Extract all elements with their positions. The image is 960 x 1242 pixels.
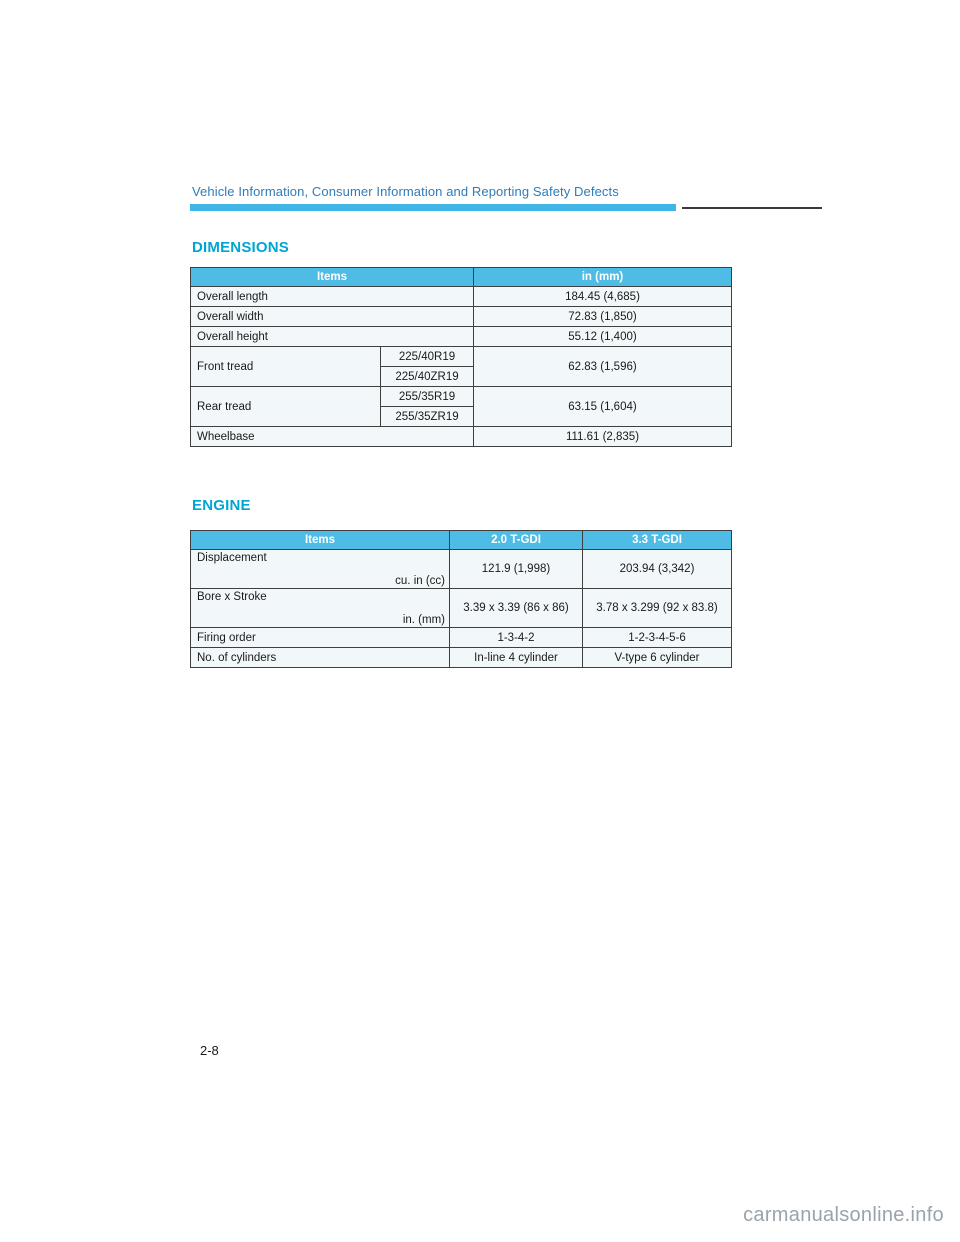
table-row: [191, 287, 732, 307]
row-label: Bore x Stroke: [197, 591, 267, 603]
row-value: 1-3-4-2: [450, 628, 583, 648]
row-value: V-type 6 cylinder: [583, 648, 732, 668]
row-label: Front tread: [191, 347, 381, 387]
section-title-engine: ENGINE: [192, 497, 251, 514]
column-header-in-mm: in (mm): [474, 268, 732, 287]
table-row: [191, 628, 732, 648]
table-row: [191, 648, 732, 668]
row-value: 55.12 (1,400): [474, 327, 732, 347]
row-value: 3.78 x 3.299 (92 x 83.8): [583, 589, 732, 628]
row-label: Wheelbase: [191, 427, 474, 447]
row-label: No. of cylinders: [191, 648, 450, 668]
row-sub-spec: 225/40R19: [381, 347, 474, 367]
engine-table: [190, 530, 732, 668]
row-label: Overall length: [191, 287, 474, 307]
row-value: 184.45 (4,685): [474, 287, 732, 307]
column-header-3-3-tgdi: 3.3 T-GDI: [583, 531, 732, 550]
table-row: [191, 307, 732, 327]
row-label: Rear tread: [191, 387, 381, 427]
row-label: Overall height: [191, 327, 474, 347]
row-value: 63.15 (1,604): [474, 387, 732, 427]
row-value: 3.39 x 3.39 (86 x 86): [450, 589, 583, 628]
table-header-row: [191, 268, 732, 287]
column-header-items: Items: [191, 531, 450, 550]
row-sub-spec: 225/40ZR19: [381, 367, 474, 387]
section-title-dimensions: DIMENSIONS: [192, 239, 290, 256]
table-row: [191, 327, 732, 347]
row-label: Displacement: [197, 552, 267, 564]
row-sub-spec: 255/35R19: [381, 387, 474, 407]
header-accent-bar: [190, 204, 676, 211]
table-row: [191, 347, 732, 367]
page-number: 2-8: [200, 1043, 219, 1058]
row-unit: in. (mm): [402, 614, 445, 626]
table-row: [191, 550, 732, 589]
row-value: 62.83 (1,596): [474, 347, 732, 387]
table-row: [191, 427, 732, 447]
row-label: Firing order: [191, 628, 450, 648]
dimensions-table: [190, 267, 732, 447]
row-sub-spec: 255/35ZR19: [381, 407, 474, 427]
row-value: 1-2-3-4-5-6: [583, 628, 732, 648]
row-unit: cu. in (cc): [395, 575, 445, 587]
row-value: 121.9 (1,998): [450, 550, 583, 589]
row-value: 72.83 (1,850): [474, 307, 732, 327]
table-header-row: [191, 531, 732, 550]
column-header-items: Items: [191, 268, 474, 287]
column-header-2-0-tgdi: 2.0 T-GDI: [450, 531, 583, 550]
row-label-with-unit: [191, 550, 450, 589]
row-label: Overall width: [191, 307, 474, 327]
table-row: [191, 589, 732, 628]
table-row: [191, 387, 732, 407]
row-value: 203.94 (3,342): [583, 550, 732, 589]
row-value: 111.61 (2,835): [474, 427, 732, 447]
watermark-text: carmanualsonline.info: [743, 1204, 944, 1226]
row-value: In-line 4 cylinder: [450, 648, 583, 668]
header-rule-line: [682, 207, 822, 209]
running-header-title: Vehicle Information, Consumer Information and Reporting Safety Defects: [192, 184, 619, 199]
row-label-with-unit: [191, 589, 450, 628]
